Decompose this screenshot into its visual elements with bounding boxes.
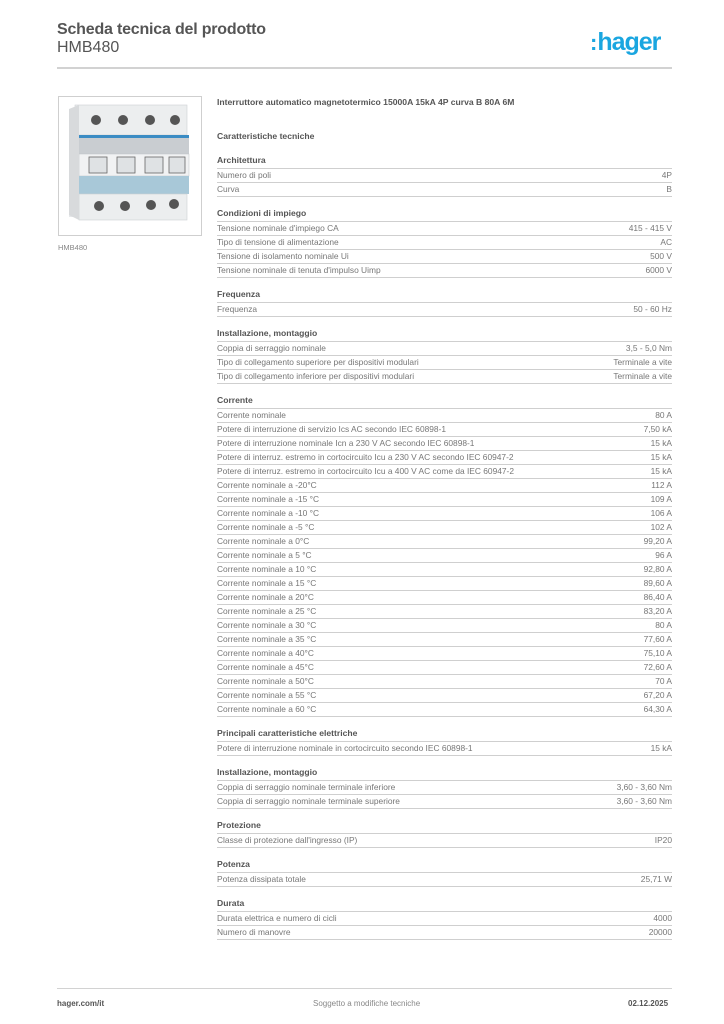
spec-label: Coppia di serraggio nominale terminale inferiore: [217, 782, 396, 792]
spec-label: Corrente nominale a 30 °C: [217, 620, 317, 630]
spec-label: Corrente nominale a 40°C: [217, 648, 314, 658]
header-divider: [57, 67, 672, 69]
spec-row: [217, 633, 672, 647]
spec-label: Corrente nominale: [217, 410, 286, 420]
spec-row: [217, 423, 672, 437]
product-image: [58, 96, 202, 236]
spec-value: 99,20 A: [643, 536, 672, 546]
spec-value: 64,30 A: [643, 704, 672, 714]
spec-row: [217, 912, 672, 926]
spec-value: Terminale a vite: [613, 357, 672, 367]
spec-label: Potenza dissipata totale: [217, 874, 306, 884]
spec-label: Potere di interruz. estremo in cortocircuito Icu a 230 V AC secondo IEC 60947-2: [217, 452, 514, 462]
footer-divider: [57, 988, 672, 989]
spec-label: Corrente nominale a -15 °C: [217, 494, 320, 504]
spec-row: [217, 437, 672, 451]
section-title: Architettura: [217, 154, 672, 169]
spec-row: [217, 479, 672, 493]
spec-row: [217, 703, 672, 717]
spec-value: 77,60 A: [643, 634, 672, 644]
spec-row: [217, 742, 672, 756]
spec-value: 92,80 A: [643, 564, 672, 574]
spec-value: 109 A: [650, 494, 672, 504]
spec-row: [217, 342, 672, 356]
spec-value: 15 kA: [650, 438, 672, 448]
spec-label: Tensione nominale d'impiego CA: [217, 223, 339, 233]
spec-row: [217, 795, 672, 809]
spec-value: 80 A: [655, 620, 672, 630]
spec-row: [217, 661, 672, 675]
spec-content: [217, 96, 672, 940]
spec-value: 4000: [653, 913, 672, 923]
spec-row: [217, 834, 672, 848]
section-title: Principali caratteristiche elettriche: [217, 727, 672, 742]
spec-label: Potere di interruzione nominale in cortocircuito secondo IEC 60898-1: [217, 743, 473, 753]
spec-label: Potere di interruzione di servizio Ics AC secondo IEC 60898-1: [217, 424, 447, 434]
spec-row: [217, 926, 672, 940]
spec-label: Tipo di collegamento superiore per dispositivi modulari: [217, 357, 419, 367]
spec-label: Tipo di collegamento inferiore per dispositivi modulari: [217, 371, 415, 381]
spec-label: Corrente nominale a -20°C: [217, 480, 317, 490]
spec-row: [217, 577, 672, 591]
spec-row: [217, 409, 672, 423]
spec-value: 80 A: [655, 410, 672, 420]
spec-value: 72,60 A: [643, 662, 672, 672]
product-description: Interruttore automatico magnetotermico 15000A 15kA 4P curva B 80A 6M: [217, 97, 515, 107]
spec-label: Corrente nominale a -5 °C: [217, 522, 315, 532]
spec-row: [217, 873, 672, 887]
spec-value: 15 kA: [650, 743, 672, 753]
spec-row: [217, 493, 672, 507]
logo-text: hager: [597, 28, 661, 56]
spec-row: [217, 507, 672, 521]
spec-value: 89,60 A: [643, 578, 672, 588]
spec-label: Coppia di serraggio nominale: [217, 343, 326, 353]
spec-row: [217, 689, 672, 703]
spec-sections: [217, 154, 672, 940]
section-title: Corrente: [217, 394, 672, 409]
spec-section: [217, 394, 672, 717]
section-title: Condizioni di impiego: [217, 207, 672, 222]
spec-label: Corrente nominale a 15 °C: [217, 578, 317, 588]
spec-section: [217, 819, 672, 848]
spec-value: IP20: [654, 835, 672, 845]
section-title: Potenza: [217, 858, 672, 873]
spec-row: [217, 619, 672, 633]
spec-value: 6000 V: [645, 265, 672, 275]
spec-label: Corrente nominale a 35 °C: [217, 634, 317, 644]
spec-row: [217, 675, 672, 689]
spec-label: Numero di poli: [217, 170, 271, 180]
spec-row: [217, 169, 672, 183]
spec-label: Potere di interruzione nominale Icn a 230 V AC secondo IEC 60898-1: [217, 438, 475, 448]
spec-value: 7,50 kA: [643, 424, 672, 434]
spec-value: 3,60 - 3,60 Nm: [616, 782, 672, 792]
spec-section: [217, 858, 672, 887]
spec-label: Tensione nominale di tenuta d'impulso Uimp: [217, 265, 381, 275]
spec-label: Coppia di serraggio nominale terminale superiore: [217, 796, 400, 806]
spec-value: 112 A: [651, 480, 672, 490]
spec-row: [217, 781, 672, 795]
section-title: Durata: [217, 897, 672, 912]
footer-website-link[interactable]: hager.com/it: [57, 999, 105, 1008]
spec-value: 20000: [648, 927, 672, 937]
footer-notice: Soggetto a modifiche tecniche: [313, 999, 421, 1008]
spec-section: [217, 766, 672, 809]
spec-value: 4P: [661, 170, 672, 180]
spec-row: [217, 236, 672, 250]
spec-section: [217, 897, 672, 940]
spec-value: 96 A: [655, 550, 672, 560]
spec-value: 3,60 - 3,60 Nm: [616, 796, 672, 806]
product-code: HMB480: [57, 39, 120, 56]
spec-value: 102 A: [650, 522, 672, 532]
footer-date: 02.12.2025: [628, 999, 669, 1008]
spec-row: [217, 521, 672, 535]
spec-label: Numero di manovre: [217, 927, 291, 937]
spec-label: Frequenza: [217, 304, 258, 314]
spec-row: [217, 549, 672, 563]
spec-value: 83,20 A: [643, 606, 672, 616]
spec-value: Terminale a vite: [613, 371, 672, 381]
spec-label: Durata elettrica e numero di cicli: [217, 913, 337, 923]
image-caption: HMB480: [58, 243, 88, 252]
spec-row: [217, 535, 672, 549]
spec-row: [217, 370, 672, 384]
spec-row: [217, 647, 672, 661]
spec-value: 500 V: [650, 251, 672, 261]
spec-label: Classe di protezione dall'ingresso (IP): [217, 835, 358, 845]
spec-label: Potere di interruz. estremo in cortocircuito Icu a 400 V AC come da IEC 60947-2: [217, 466, 514, 476]
spec-row: [217, 264, 672, 278]
spec-row: [217, 356, 672, 370]
spec-label: Corrente nominale a 5 °C: [217, 550, 312, 560]
spec-section: [217, 207, 672, 278]
spec-label: Corrente nominale a -10 °C: [217, 508, 320, 518]
spec-label: Tensione di isolamento nominale Ui: [217, 251, 349, 261]
spec-label: Corrente nominale a 45°C: [217, 662, 314, 672]
spec-value: 86,40 A: [643, 592, 672, 602]
circuit-breaker-icon: [59, 97, 201, 235]
spec-value: 15 kA: [650, 452, 672, 462]
spec-value: B: [666, 184, 672, 194]
spec-label: Corrente nominale a 55 °C: [217, 690, 317, 700]
spec-value: AC: [660, 237, 672, 247]
spec-value: 67,20 A: [643, 690, 672, 700]
spec-section: [217, 154, 672, 197]
spec-row: [217, 465, 672, 479]
spec-label: Corrente nominale a 20°C: [217, 592, 314, 602]
spec-section: [217, 327, 672, 384]
spec-label: Corrente nominale a 25 °C: [217, 606, 317, 616]
spec-row: [217, 451, 672, 465]
spec-value: 106 A: [650, 508, 672, 518]
hager-logo: [590, 28, 660, 57]
spec-value: 75,10 A: [643, 648, 672, 658]
spec-value: 25,71 W: [640, 874, 672, 884]
logo-colon-icon: :: [590, 30, 597, 55]
spec-row: [217, 605, 672, 619]
spec-row: [217, 563, 672, 577]
section-title: Frequenza: [217, 288, 672, 303]
spec-row: [217, 303, 672, 317]
spec-value: 3,5 - 5,0 Nm: [625, 343, 672, 353]
spec-value: 15 kA: [650, 466, 672, 476]
page-title: Scheda tecnica del prodotto: [57, 21, 266, 38]
spec-row: [217, 183, 672, 197]
spec-value: 50 - 60 Hz: [633, 304, 672, 314]
spec-label: Tipo di tensione di alimentazione: [217, 237, 339, 247]
spec-label: Corrente nominale a 10 °C: [217, 564, 317, 574]
spec-label: Curva: [217, 184, 240, 194]
spec-label: Corrente nominale a 0°C: [217, 536, 310, 546]
section-title: Protezione: [217, 819, 672, 834]
spec-value: 70 A: [655, 676, 672, 686]
spec-section: [217, 288, 672, 317]
section-title: Installazione, montaggio: [217, 327, 672, 342]
section-title: Installazione, montaggio: [217, 766, 672, 781]
spec-row: [217, 222, 672, 236]
spec-value: 415 - 415 V: [628, 223, 672, 233]
characteristics-heading: Caratteristiche tecniche: [217, 131, 315, 141]
spec-label: Corrente nominale a 60 °C: [217, 704, 317, 714]
spec-row: [217, 591, 672, 605]
spec-label: Corrente nominale a 50°C: [217, 676, 314, 686]
spec-row: [217, 250, 672, 264]
spec-section: [217, 727, 672, 756]
